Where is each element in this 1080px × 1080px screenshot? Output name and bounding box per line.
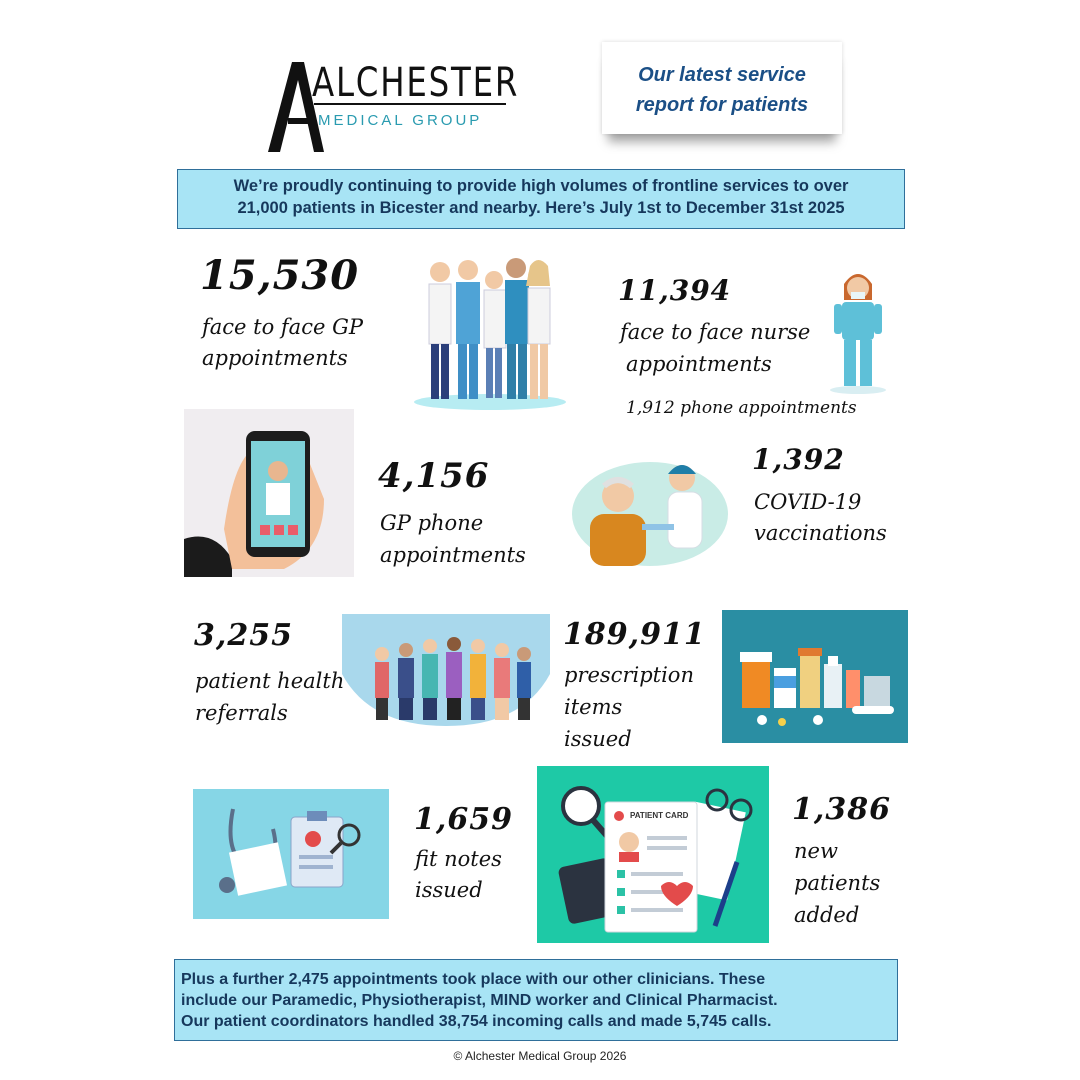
intro-box bbox=[177, 169, 905, 229]
prescriptions-label-line1: prescription bbox=[564, 663, 694, 687]
patient-card-illustration bbox=[537, 766, 769, 943]
logo-subtext: MEDICAL GROUP bbox=[318, 112, 483, 129]
intro-line1: We’re proudly continuing to provide high volumes of frontline services to over bbox=[233, 177, 849, 195]
logo-text: ALCHESTER bbox=[312, 60, 520, 106]
covid-label-line2: vaccinations bbox=[754, 521, 887, 545]
gp-phone-value: 4,156 bbox=[378, 456, 490, 496]
copyright: © Alchester Medical Group 2026 bbox=[453, 1049, 627, 1063]
clipboard-stethoscope-illustration bbox=[193, 789, 389, 919]
nurse-f2f-value: 11,394 bbox=[618, 274, 732, 307]
gp-f2f-label-line1: face to face GP bbox=[202, 315, 363, 339]
crowd-masks-illustration bbox=[342, 614, 550, 726]
fit-notes-value: 1,659 bbox=[414, 802, 513, 837]
summary-line1: Plus a further 2,475 appointments took place with our other clinicians. These bbox=[181, 971, 766, 988]
summary-line3: Our patient coordinators handled 38,754 incoming calls and made 5,745 calls. bbox=[181, 1013, 772, 1030]
covid-label-line1: COVID-19 bbox=[754, 490, 862, 514]
gp-f2f-label-line2: appointments bbox=[202, 346, 348, 370]
nurse-phone-appointments: 1,912 phone appointments bbox=[626, 398, 857, 418]
fit-notes-label-line2: issued bbox=[415, 878, 483, 902]
gp-phone-label-line2: appointments bbox=[380, 543, 526, 567]
gp-phone-label-line1: GP phone bbox=[380, 511, 484, 535]
nurse-illustration bbox=[826, 266, 892, 396]
referrals-label-line1: patient health bbox=[195, 669, 345, 693]
fit-notes-label-line1: fit notes bbox=[415, 847, 502, 871]
nurse-f2f-label-line1: face to face nurse bbox=[620, 320, 811, 344]
new-patients-label-line1: new bbox=[794, 839, 838, 863]
covid-value: 1,392 bbox=[752, 443, 845, 476]
gp-f2f-value: 15,530 bbox=[200, 252, 360, 299]
doctors-group-illustration bbox=[410, 252, 570, 412]
vaccination-illustration bbox=[570, 438, 740, 568]
prescriptions-label-line2: items bbox=[564, 695, 623, 719]
header-card-line2: report for patients bbox=[635, 94, 809, 116]
summary-line2: include our Paramedic, Physiotherapist, MIND worker and Clinical Pharmacist. bbox=[181, 992, 778, 1009]
nurse-f2f-label-line2: appointments bbox=[626, 352, 772, 376]
referrals-label-line2: referrals bbox=[195, 701, 288, 725]
new-patients-value: 1,386 bbox=[792, 792, 891, 827]
header-card-line1: Our latest service bbox=[638, 64, 806, 86]
medicines-illustration bbox=[722, 610, 908, 743]
summary-box bbox=[174, 959, 898, 1041]
new-patients-label-line2: patients bbox=[794, 871, 881, 895]
referrals-value: 3,255 bbox=[194, 618, 293, 653]
header-card bbox=[602, 42, 842, 134]
logo bbox=[262, 58, 520, 158]
patient-card-label: PATIENT CARD bbox=[630, 811, 689, 820]
intro-line2: 21,000 patients in Bicester and nearby. Here’s July 1st to December 31st 2025 bbox=[237, 199, 845, 217]
phone-doctor-illustration bbox=[184, 409, 354, 577]
new-patients-label-line3: added bbox=[794, 903, 860, 927]
prescriptions-label-line3: issued bbox=[564, 727, 632, 751]
prescriptions-value: 189,911 bbox=[563, 617, 706, 652]
